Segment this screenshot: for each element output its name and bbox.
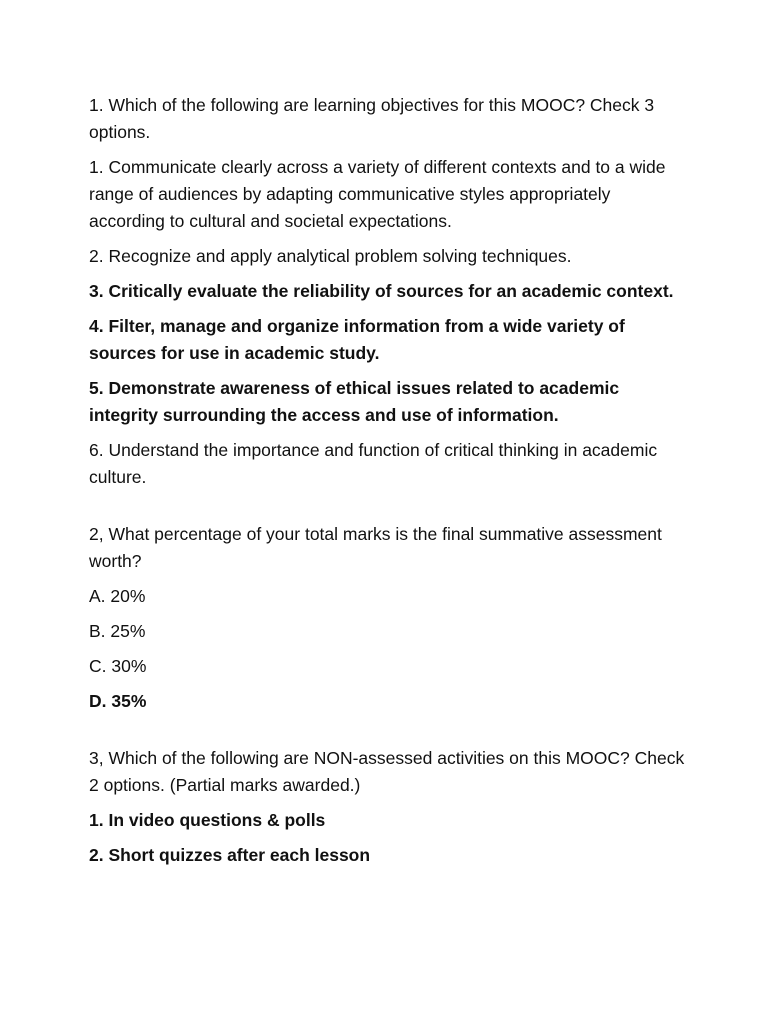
question-1-option-4: 4. Filter, manage and organize information from a wide variety of sources for use in academic study. [89, 316, 625, 363]
document-page [89, 92, 689, 877]
question-1-option-3: 3. Critically evaluate the reliability of sources for an academic context. [89, 281, 674, 301]
question-1-option-2: 2. Recognize and apply analytical problem solving techniques. [89, 246, 572, 266]
question-3 [89, 745, 689, 869]
question-1 [89, 92, 689, 491]
question-1-option-5: 5. Demonstrate awareness of ethical issues related to academic integrity surrounding the access and use of information. [89, 378, 620, 425]
question-1-option-6: 6. Understand the importance and function of critical thinking in academic culture. [89, 440, 658, 487]
question-3-option-2: 2. Short quizzes after each lesson [89, 845, 371, 865]
question-2 [89, 521, 689, 715]
question-2-option-d: D. 35% [89, 691, 147, 711]
question-1-option-1: 1. Communicate clearly across a variety of different contexts and to a wide range of audiences by adapting communicative styles appropriately according to cultural and societal expectations. [89, 157, 666, 231]
question-1-text: 1. Which of the following are learning objectives for this MOOC? Check 3 options. [89, 95, 655, 142]
question-2-option-c: C. 30% [89, 656, 147, 676]
question-3-text: 3, Which of the following are NON-assessed activities on this MOOC? Check 2 options. (Partial marks awarded.) [89, 748, 685, 795]
question-2-option-b: B. 25% [89, 621, 146, 641]
question-2-option-a: A. 20% [89, 586, 146, 606]
question-2-text: 2, What percentage of your total marks is the final summative assessment worth? [89, 524, 662, 571]
question-3-option-1: 1. In video questions & polls [89, 810, 326, 830]
